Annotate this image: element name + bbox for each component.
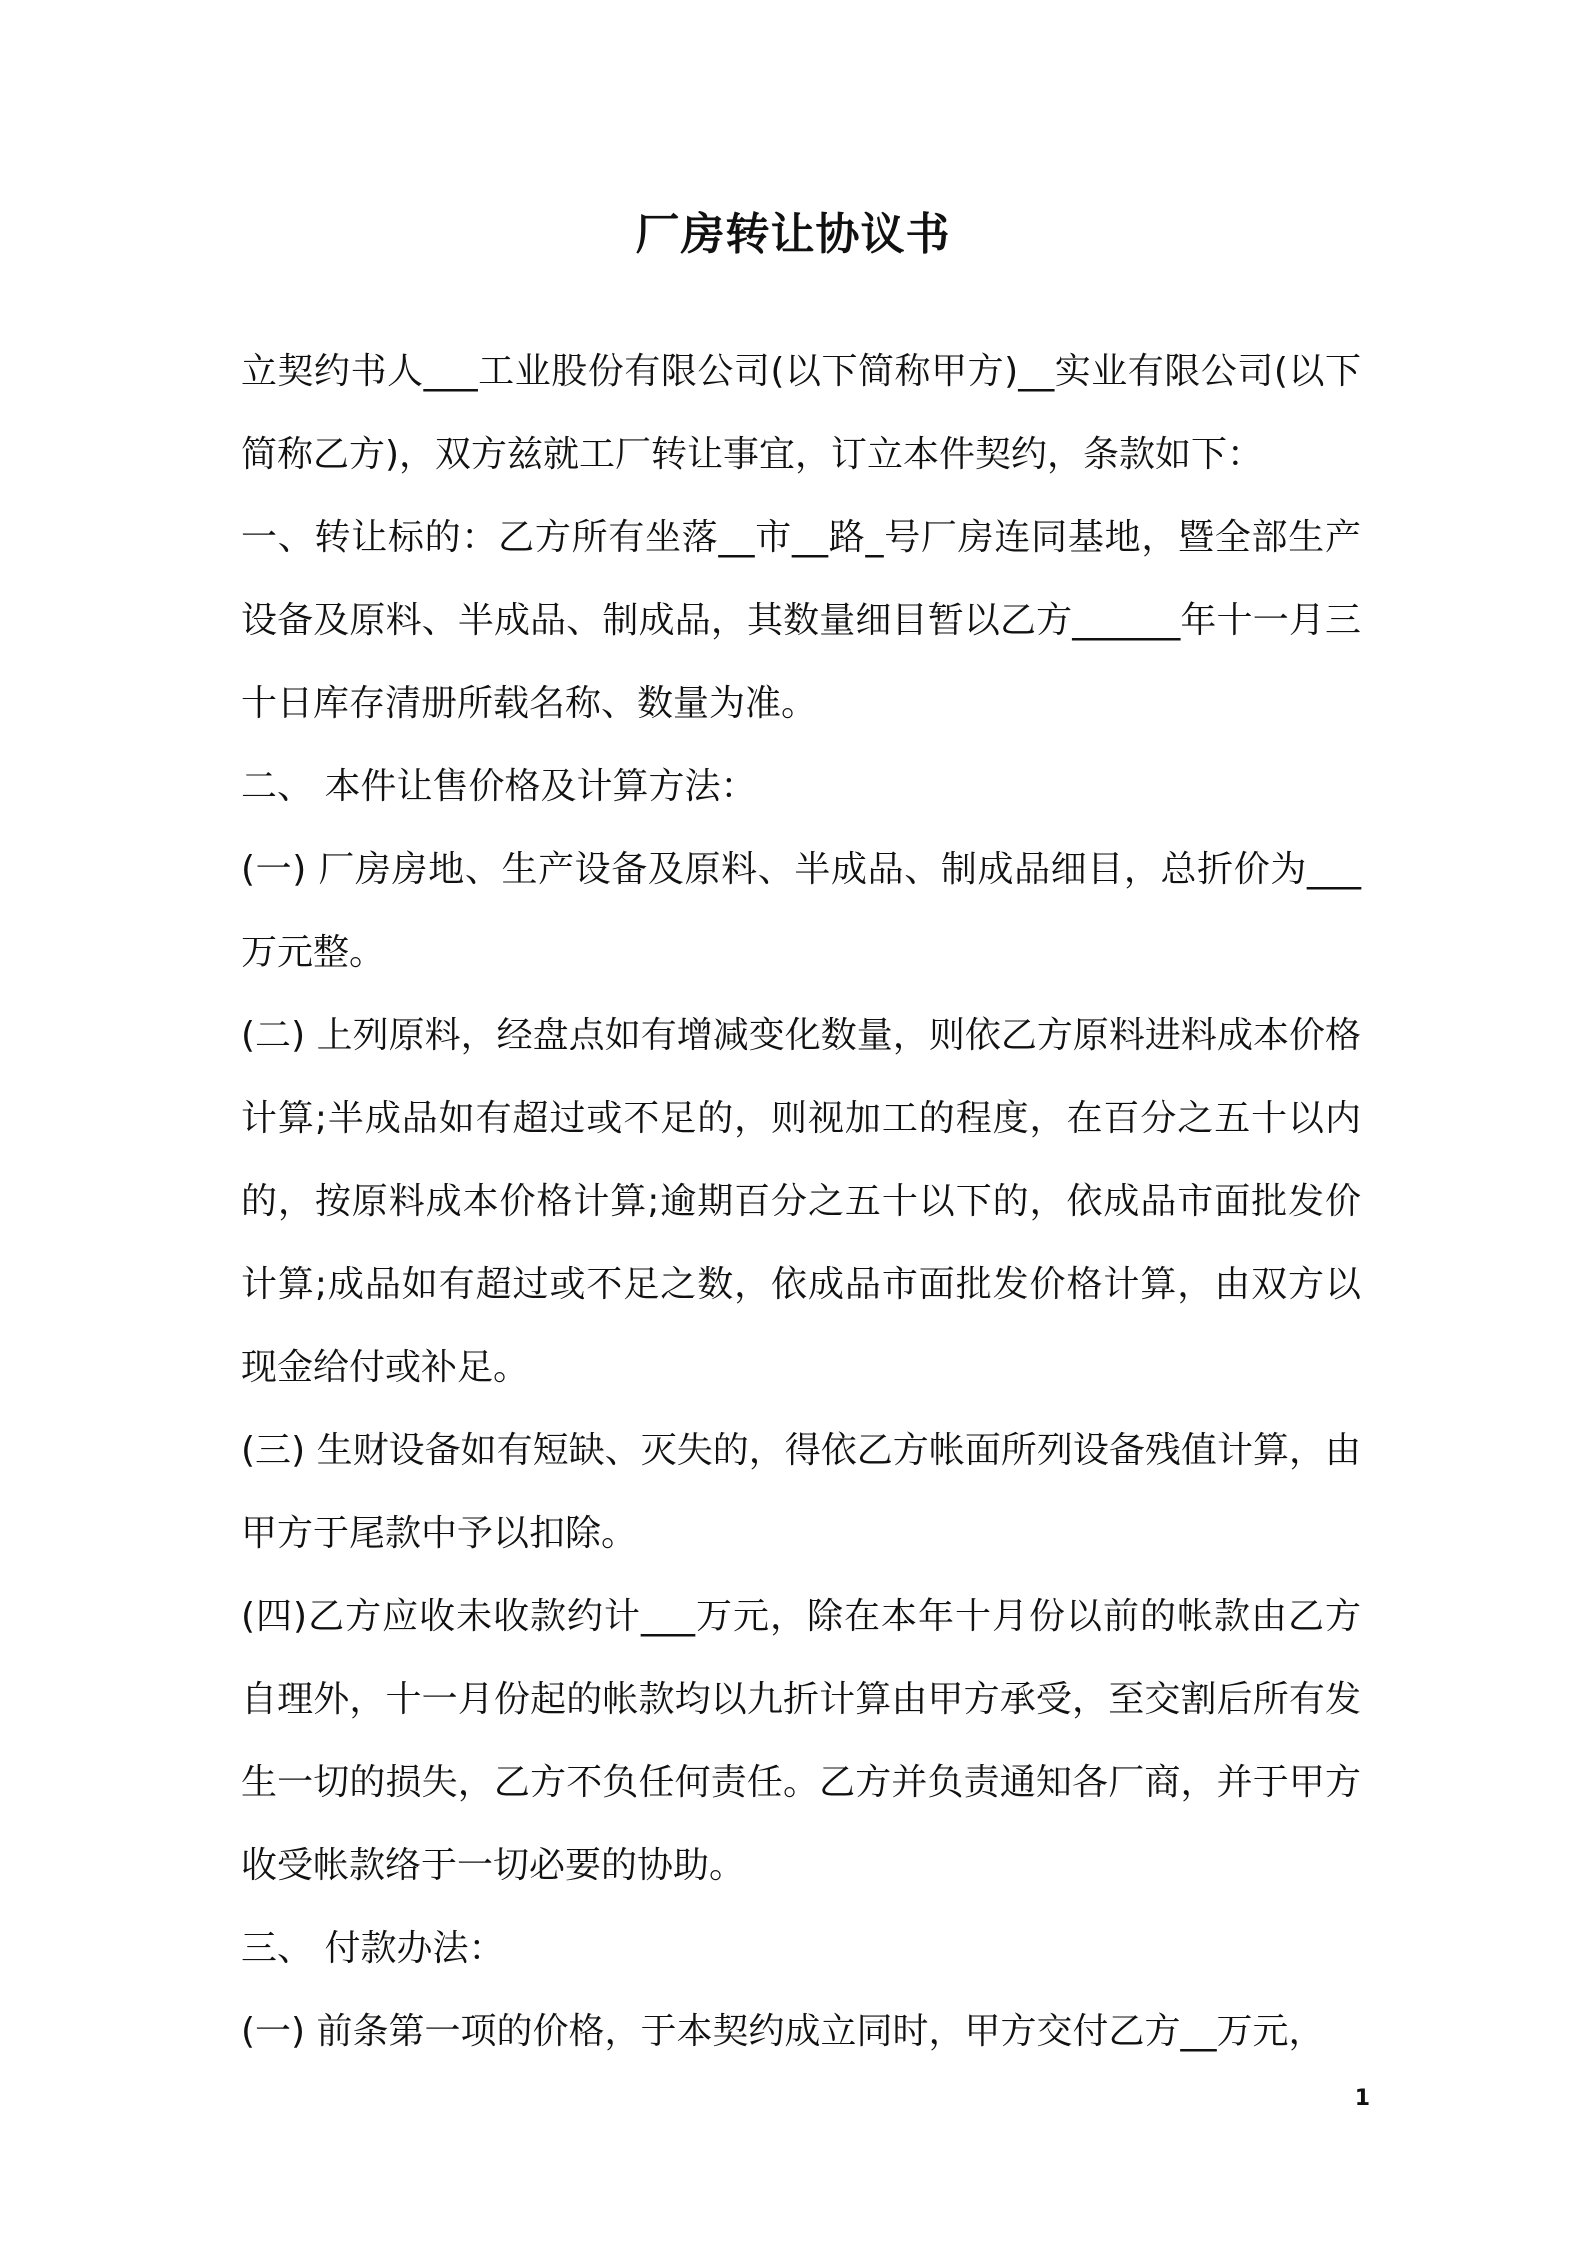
paragraph-price-item-2: (二) 上列原料，经盘点如有增减变化数量，则依乙方原料进料成本价格计算;半成品如有超过或不足的，则视加工的程度，在百分之五十以内的，按原料成本价格计算;逾期百分之五十以下的，依成品市面批发价计算;成品如有超过或不足之数，依成品市面批发价格计算，由双方以现金给付或补足。 xyxy=(241,1015,1361,1388)
paragraph-price-heading: 二、 本件让售价格及计算方法： xyxy=(241,766,757,807)
paragraph-price-item-3: (三) 生财设备如有短缺、灭失的，得依乙方帐面所列设备残值计算，由甲方于尾款中予以扣除。 xyxy=(241,1430,1361,1554)
document-title: 厂房转让协议书 xyxy=(635,209,951,260)
paragraph-payment-heading: 三、 付款办法： xyxy=(241,1928,505,1969)
paragraph-transfer-subject: 一、转让标的：乙方所有坐落__市__路_号厂房连同基地，暨全部生产设备及原料、半成品、制成品，其数量细目暂以乙方______年十一月三十日库存清册所载名称、数量为准。 xyxy=(241,517,1361,724)
paragraph-payment-item-1: (一) 前条第一项的价格，于本契约成立同时，甲方交付乙方__万元， xyxy=(241,2011,1325,2052)
page-number: 1 xyxy=(1354,2086,1370,2111)
document-body xyxy=(241,330,1361,2073)
paragraph-price-item-1: (一) 厂房房地、生产设备及原料、半成品、制成品细目，总折价为___万元整。 xyxy=(241,849,1361,973)
paragraph-price-item-4: (四)乙方应收未收款约计___万元，除在本年十月份以前的帐款由乙方自理外，十一月份起的帐款均以九折计算由甲方承受，至交割后所有发生一切的损失，乙方不负任何责任。乙方并负责通知各厂商，并于甲方收受帐款络于一切必要的协助。 xyxy=(241,1596,1361,1886)
paragraph-parties: 立契约书人___工业股份有限公司(以下简称甲方)__实业有限公司(以下简称乙方)，双方兹就工厂转让事宜，订立本件契约，条款如下： xyxy=(241,351,1361,475)
